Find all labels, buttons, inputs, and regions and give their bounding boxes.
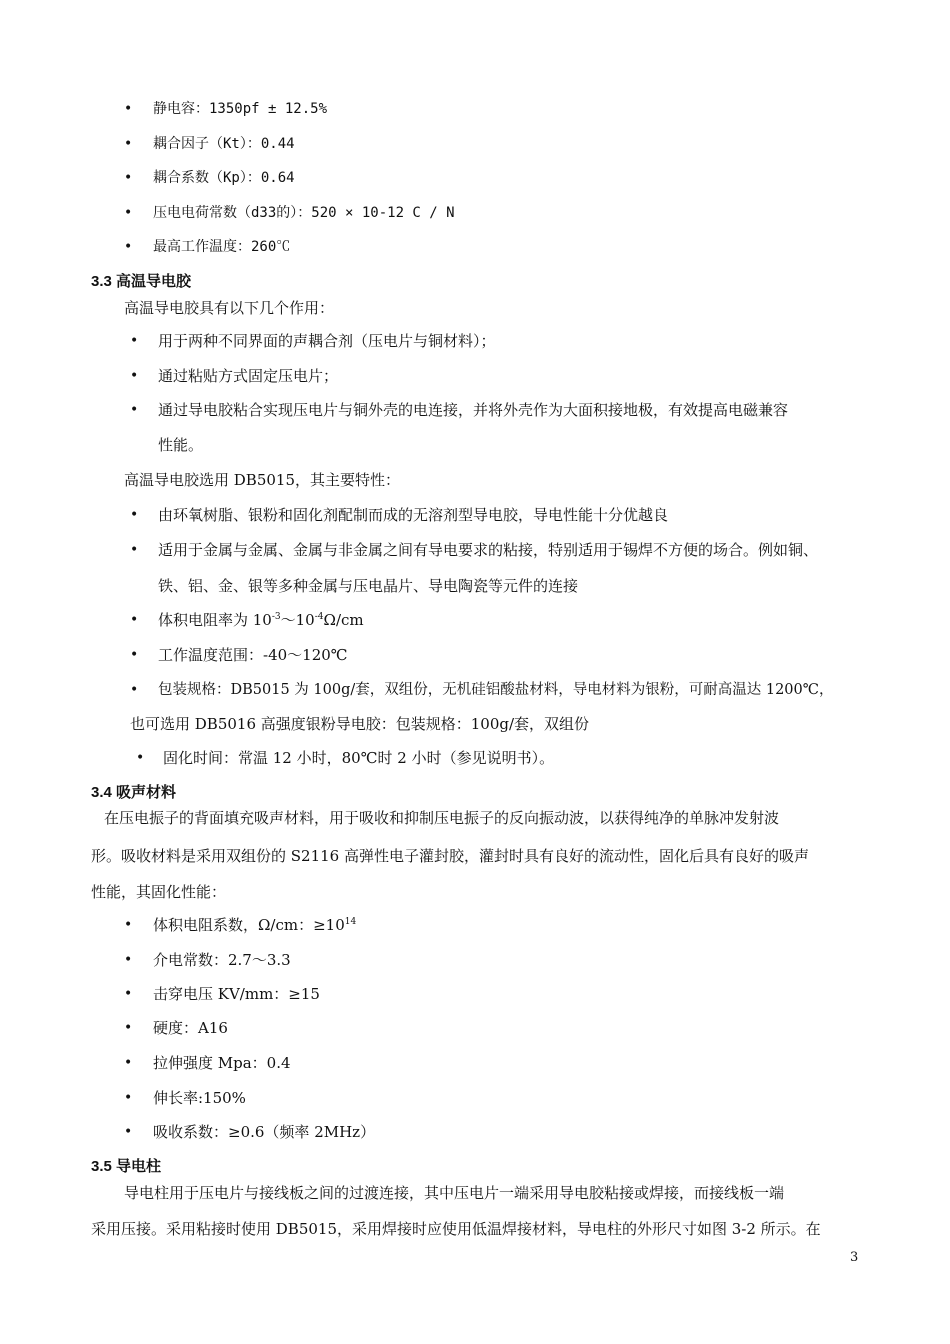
sec3-3-temp-range: 工作温度范围：-40～120℃ xyxy=(158,646,348,664)
sec3-3-role-cont: 性能。 xyxy=(158,436,204,454)
bullet-icon: • xyxy=(130,402,139,418)
sec3-5-para: 导电柱用于压电片与接线板之间的过渡连接，其中压电片一端采用导电胶粘接或焊接，而接线板一端 xyxy=(124,1184,785,1202)
resistivity-unit: Ω/cm xyxy=(323,611,364,629)
spec-coupling-coefficient: 耦合系数（Kp）：0.64 xyxy=(153,170,295,186)
sec3-4-para: 在压电振子的背面填充吸声材料，用于吸收和抑制压电振子的反向振动波，以获得纯净的单脉冲发射波 xyxy=(104,809,780,827)
bullet-icon: • xyxy=(124,170,133,186)
section-heading-3-4: 3.4 吸声材料 xyxy=(91,784,177,801)
sec3-4-item: 硬度：A16 xyxy=(153,1019,228,1037)
bullet-icon: • xyxy=(124,986,133,1002)
bullet-icon: • xyxy=(124,101,133,117)
bullet-icon: • xyxy=(130,507,139,523)
resistivity-text: 体积电阻率为 10 xyxy=(158,611,272,629)
sec3-3-role: 用于两种不同界面的声耦合剂（压电片与铜材料）； xyxy=(158,332,496,350)
bullet-icon: • xyxy=(124,205,133,221)
bullet-icon: • xyxy=(130,368,139,384)
bullet-icon: • xyxy=(136,750,145,766)
sec3-5-para: 采用压接。采用粘接时使用 DB5015，采用焊接时应使用低温焊接材料，导电柱的外形尺寸如图 3-2 所示。在 xyxy=(91,1220,821,1238)
spec-coupling-factor: 耦合因子（Kt）：0.44 xyxy=(153,136,295,152)
bullet-icon: • xyxy=(124,1124,133,1140)
sec3-3-select: 高温导电胶选用 DB5015，其主要特性： xyxy=(124,471,400,489)
spec-max-temp: 最高工作温度：260℃ xyxy=(153,239,291,255)
sec3-4-resistance xyxy=(153,915,356,935)
spec-charge-constant: 压电电荷常数（d33的）：520 × 10-12 C / N xyxy=(153,205,455,221)
resistance-exponent: 14 xyxy=(344,917,357,927)
bullet-icon: • xyxy=(124,917,133,933)
bullet-icon: • xyxy=(124,1090,133,1106)
resistivity-exponent: -3 xyxy=(271,612,281,622)
sec3-3-packaging: 包装规格：DB5015 为 100g/套，双组份，无机硅铝酸盐材料，导电材料为银粉，可耐高温达 1200℃， xyxy=(158,682,834,698)
resistivity-exponent: -4 xyxy=(314,612,324,622)
sec3-3-role: 通过粘贴方式固定压电片； xyxy=(158,367,339,385)
sec3-3-cure: 固化时间：常温 12 小时，80℃时 2 小时（参见说明书）。 xyxy=(163,749,555,767)
sec3-3-packaging-cont: 也可选用 DB5016 高强度银粉导电胶：包装规格：100g/套，双组份 xyxy=(130,715,590,733)
sec3-4-para: 性能，其固化性能： xyxy=(91,883,227,901)
sec3-3-resistivity xyxy=(158,610,364,630)
sec3-3-prop: 由环氧树脂、银粉和固化剂配制而成的无溶剂型导电胶，导电性能十分优越良 xyxy=(158,506,669,524)
section-heading-3-5: 3.5 导电柱 xyxy=(91,1158,162,1175)
resistance-text: 体积电阻系数，Ω/cm：≥10 xyxy=(153,916,345,934)
sec3-4-item: 击穿电压 KV/mm：≥15 xyxy=(153,985,320,1003)
bullet-icon: • xyxy=(124,1055,133,1071)
bullet-icon: • xyxy=(124,952,133,968)
bullet-icon: • xyxy=(130,333,139,349)
sec3-3-prop-cont: 铁、铝、金、银等多种金属与压电晶片、导电陶瓷等元件的连接 xyxy=(158,577,579,595)
sec3-3-prop: 适用于金属与金属、金属与非金属之间有导电要求的粘接，特别适用于锡焊不方便的场合。例如铜、 xyxy=(158,541,819,559)
bullet-icon: • xyxy=(130,647,139,663)
bullet-icon: • xyxy=(124,1020,133,1036)
spec-capacitance: 静电容：1350pf ± 12.5% xyxy=(153,101,328,117)
sec3-4-item: 介电常数：2.7～3.3 xyxy=(153,951,291,969)
bullet-icon: • xyxy=(130,542,139,558)
sec3-4-item: 拉伸强度 Mpa：0.4 xyxy=(153,1054,291,1072)
sec3-4-para: 形。吸收材料是采用双组份的 S2116 高弹性电子灌封胶，灌封时具有良好的流动性，固化后具有良好的吸声 xyxy=(91,847,809,865)
sec3-3-role: 通过导电胶粘合实现压电片与铜外壳的电连接，并将外壳作为大面积接地极，有效提高电磁兼容 xyxy=(158,401,789,419)
bullet-icon: • xyxy=(124,136,133,152)
sec3-4-item: 吸收系数：≥0.6（频率 2MHz） xyxy=(153,1123,376,1141)
sec3-3-intro: 高温导电胶具有以下几个作用： xyxy=(124,299,335,317)
bullet-icon: • xyxy=(130,682,139,698)
section-heading-3-3: 3.3 高温导电胶 xyxy=(91,273,192,290)
bullet-icon: • xyxy=(130,612,139,628)
bullet-icon: • xyxy=(124,239,133,255)
resistivity-text: ～10 xyxy=(280,611,315,629)
page-number: 3 xyxy=(850,1250,859,1265)
sec3-4-item: 伸长率:150% xyxy=(153,1089,246,1107)
